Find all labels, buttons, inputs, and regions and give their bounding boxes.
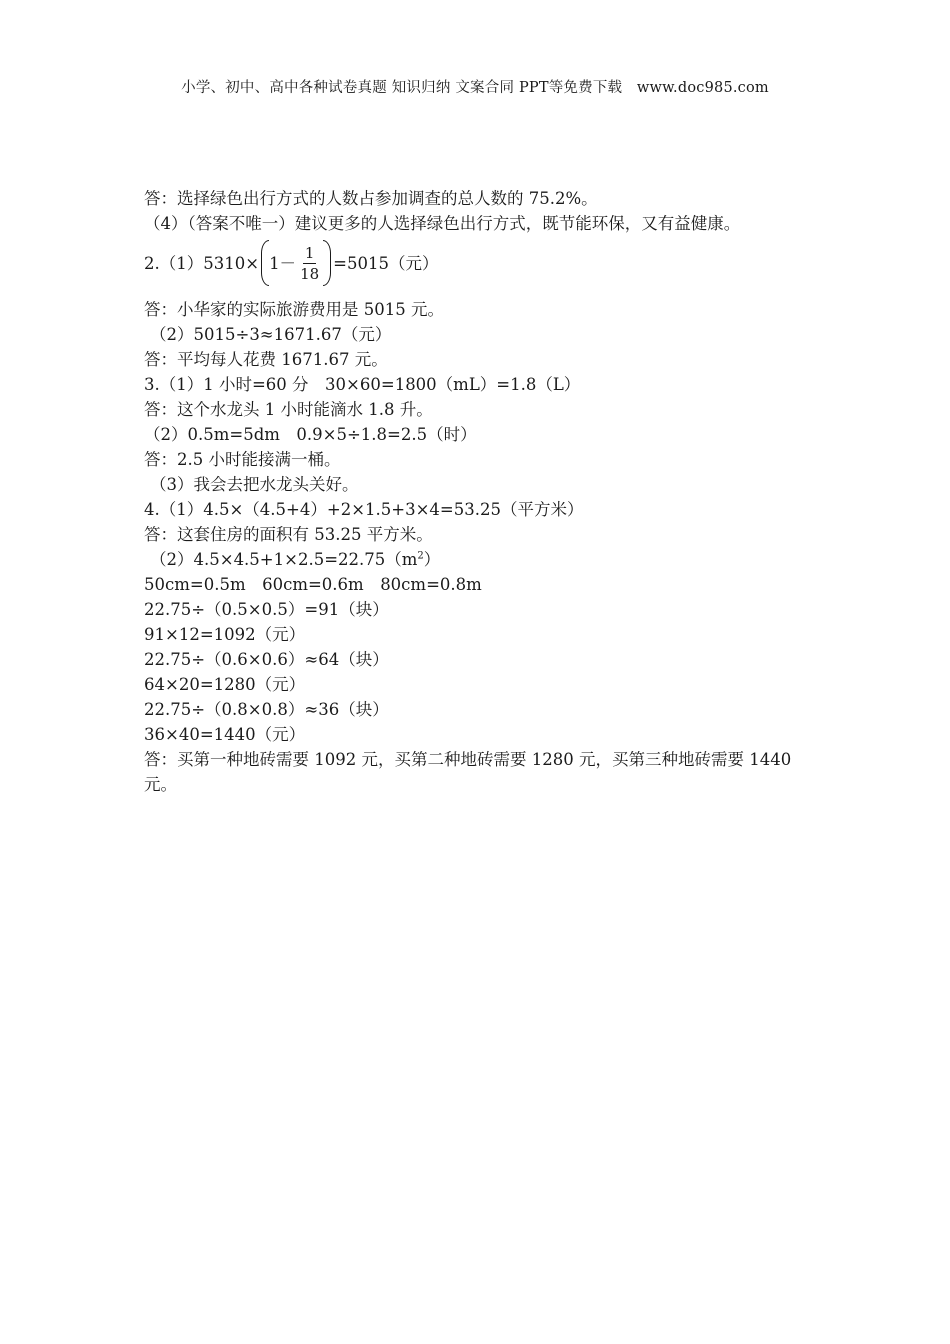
formula-inner: 1－ [269,253,297,273]
answer-line: （3）我会去把水龙头关好。 [150,475,359,494]
answer-line: 答：这套住房的面积有 53.25 平方米。 [144,525,433,544]
formula-prefix: 2.（1）5310× [144,253,260,273]
answer-line: 22.75÷（0.8×0.8）≈36（块） [144,700,389,719]
answer-line: 答：平均每人花费 1671.67 元。 [144,350,388,369]
answer-line [144,547,804,572]
fraction [298,243,321,284]
answer-line: 答：买第一种地砖需要 1092 元，买第二种地砖需要 1280 元，买第三种地砖需要 1440 元。 [144,750,792,794]
formula-suffix: =5015（元） [333,253,439,273]
superscript: 2 [417,550,424,562]
answer-line: 50cm=0.5m 60cm=0.6m 80cm=0.8m [144,575,482,594]
answer-line: （2）5015÷3≈1671.67（元） [150,325,392,344]
answer-line: 22.75÷（0.5×0.5）=91（块） [144,600,389,619]
answer-line: 答：2.5 小时能接满一桶。 [144,450,341,469]
formula-text: ） [423,550,441,569]
answer-line: 答：选择绿色出行方式的人数占参加调查的总人数的 75.2%。 [144,189,598,208]
page-header: 小学、初中、高中各种试卷真题 知识归纳 文案合同 PPT等免费下载 www.doc985.com [181,80,769,96]
answer-line: 3.（1）1 小时=60 分 30×60=1800（mL）=1.8（L） [144,375,581,394]
answer-line: 答：小华家的实际旅游费用是 5015 元。 [144,300,444,319]
right-paren [323,240,331,286]
formula-text: （2）4.5×4.5+1×2.5=22.75（m [150,550,418,569]
answer-line: 64×20=1280（元） [144,675,306,694]
fraction-numerator: 1 [304,243,315,262]
answer-line: 22.75÷（0.6×0.6）≈64（块） [144,650,389,669]
formula-line [144,238,804,288]
fraction-denominator: 18 [300,264,320,283]
answer-line: （4）（答案不唯一）建议更多的人选择绿色出行方式，既节能环保，又有益健康。 [144,214,741,233]
answer-content [144,186,804,797]
answer-line: 36×40=1440（元） [144,725,306,744]
answer-line: 91×12=1092（元） [144,625,306,644]
answer-line: （2）0.5m=5dm 0.9×5÷1.8=2.5（时） [144,425,477,444]
left-paren [261,240,269,286]
answer-line: 答：这个水龙头 1 小时能滴水 1.8 升。 [144,400,433,419]
answer-line: 4.（1）4.5×（4.5+4）+2×1.5+3×4=53.25（平方米） [144,500,584,519]
